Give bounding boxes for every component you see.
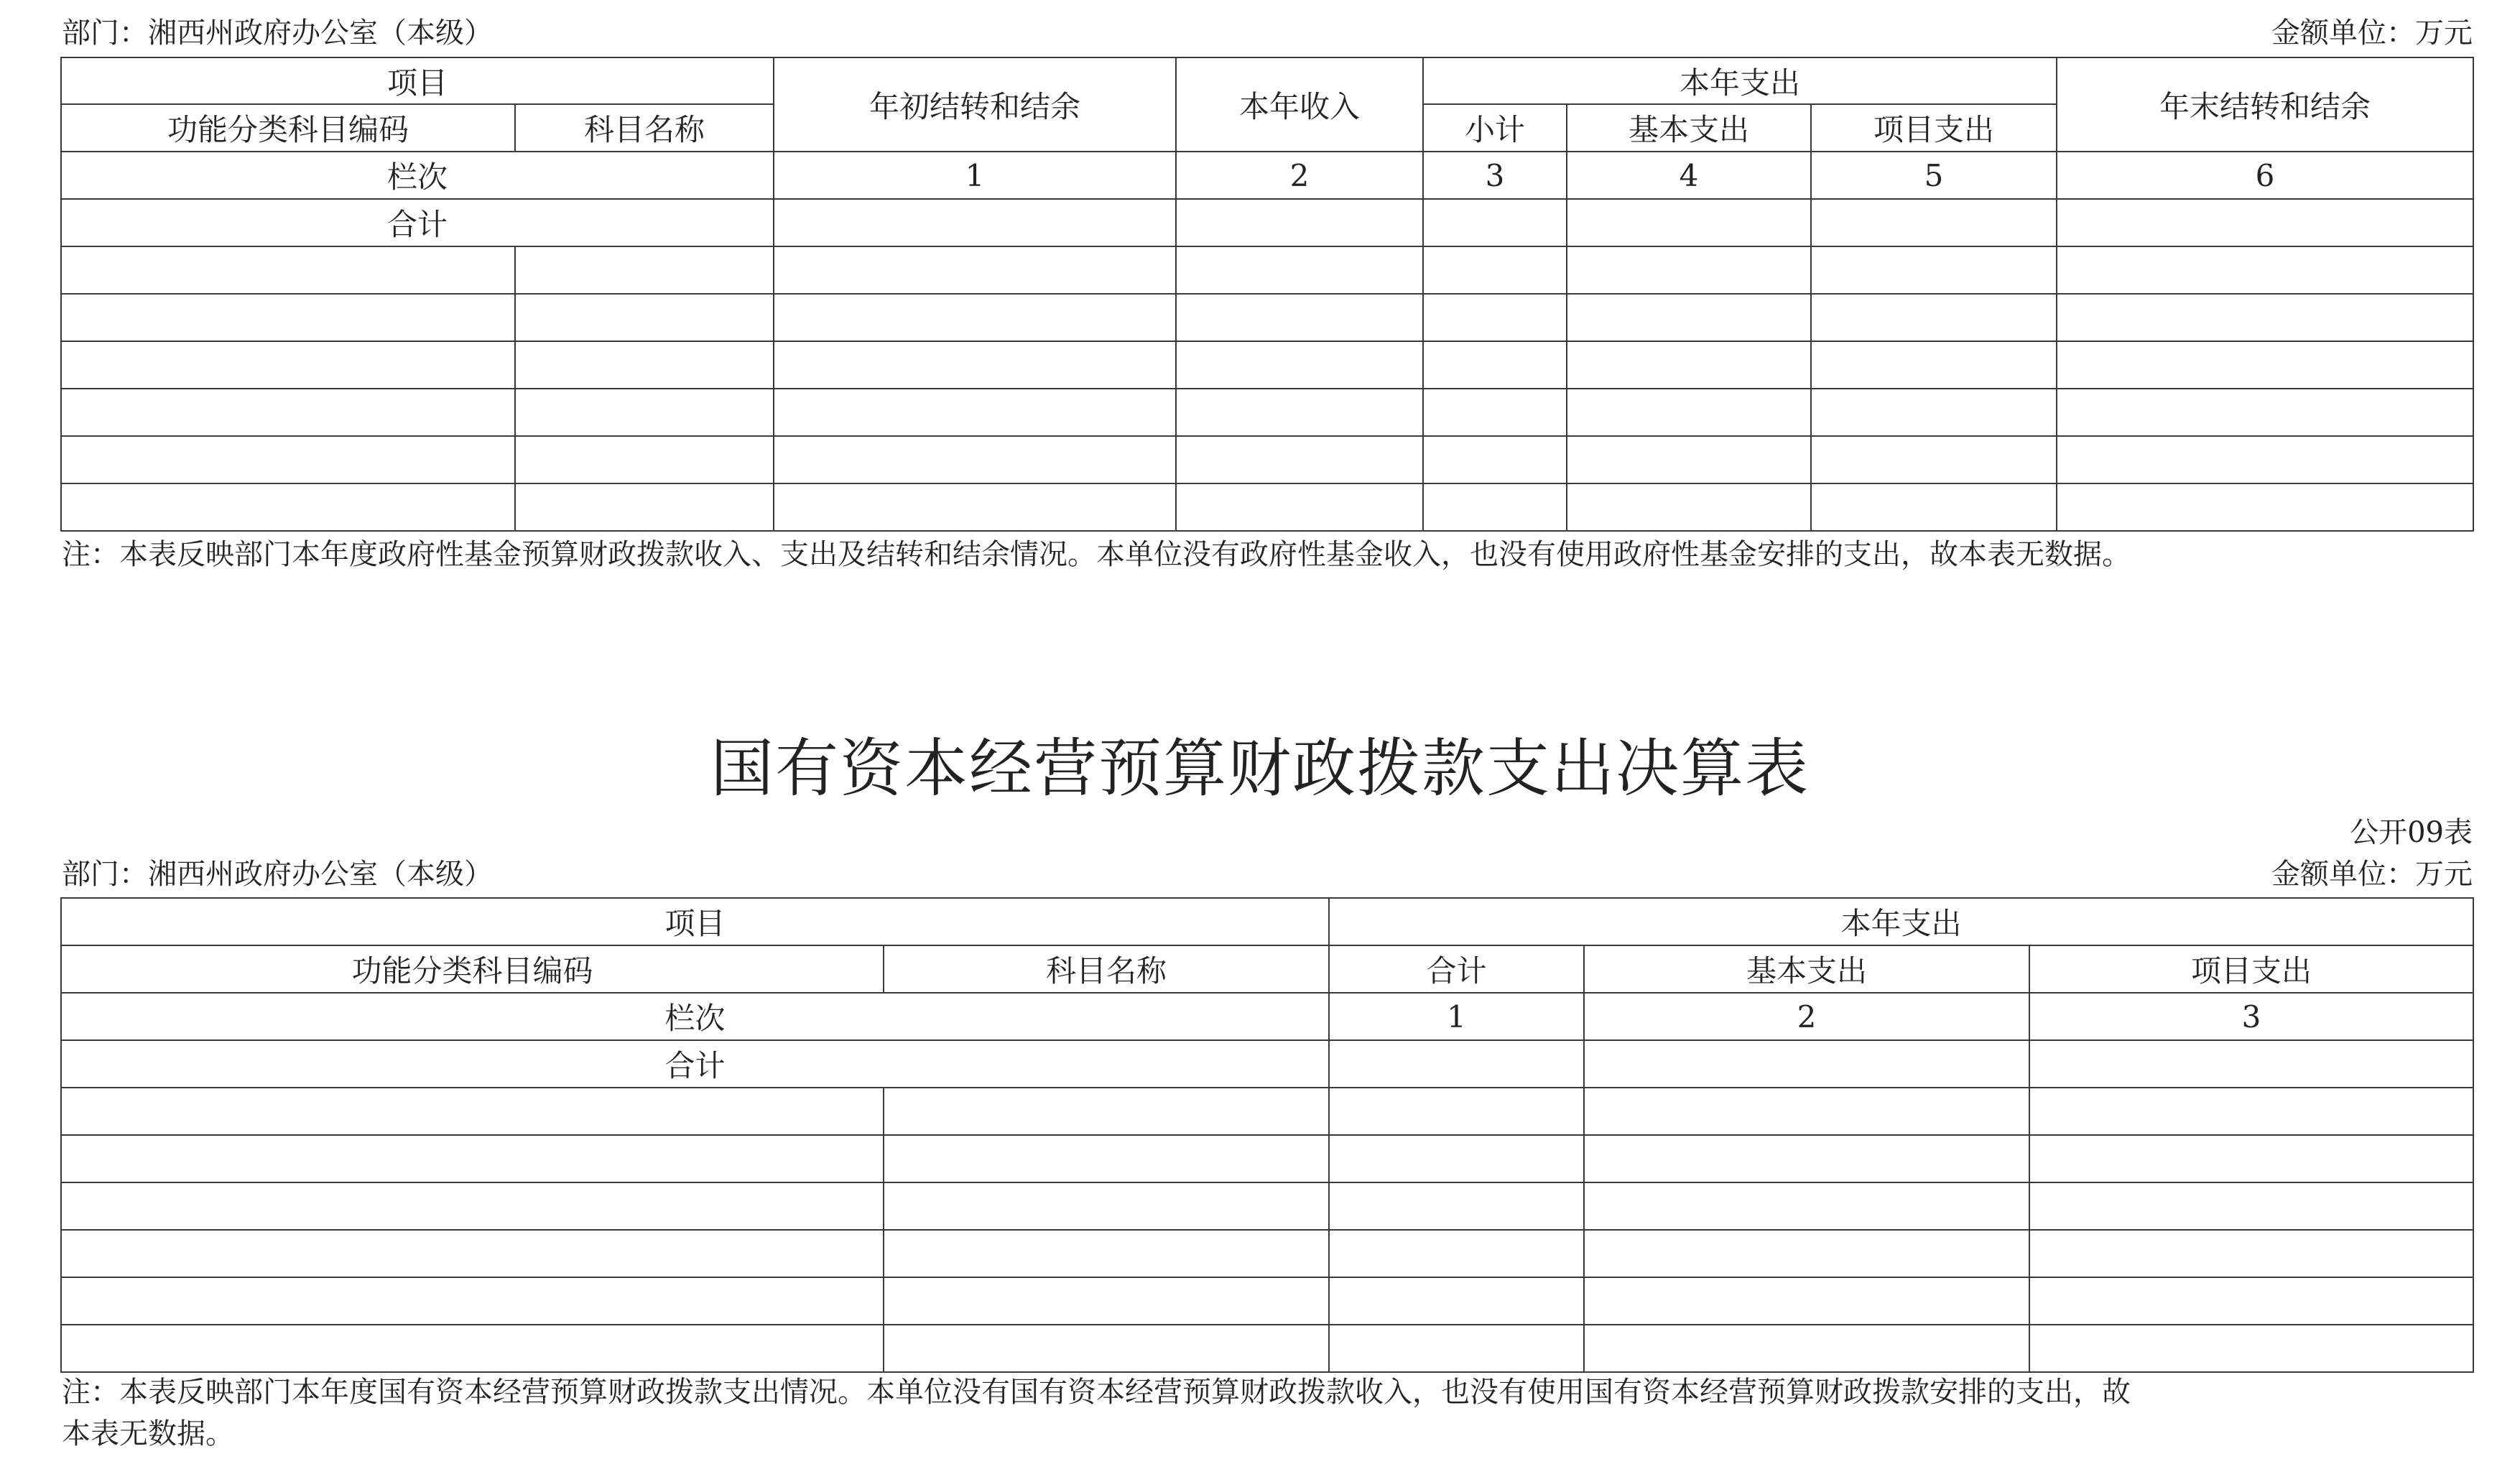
table-row (61, 1325, 2473, 1372)
table-row (61, 389, 2473, 436)
header-income: 本年收入 (1176, 57, 1423, 152)
header-basic: 基本支出 (1584, 945, 2029, 993)
table-cell (2029, 1040, 2473, 1088)
table-cell (1811, 199, 2057, 246)
header-func-code: 功能分类科目编码 (61, 945, 884, 993)
header-basic: 基本支出 (1567, 104, 1811, 152)
header-total: 合计 (1329, 945, 1584, 993)
header-begin-balance: 年初结转和结余 (774, 57, 1176, 152)
table-cell (1567, 199, 1811, 246)
header-item: 项目 (61, 898, 1329, 945)
table-row (61, 1135, 2473, 1182)
unit-label-1: 金额单位：万元 (2271, 17, 2473, 50)
table2-note-line2: 本表无数据。 (62, 1417, 234, 1450)
col-number: 5 (1811, 152, 2057, 199)
header-func-code: 功能分类科目编码 (61, 104, 515, 152)
table-row (61, 294, 2473, 341)
state-capital-table (60, 897, 2474, 1373)
header-expense: 本年支出 (1329, 898, 2473, 945)
header-item: 项目 (61, 57, 774, 104)
table-cell (1329, 1040, 1584, 1088)
row-total-label: 合计 (61, 199, 774, 246)
table-cell (1176, 199, 1423, 246)
fund-budget-table (60, 57, 2474, 532)
col-number: 2 (1176, 152, 1423, 199)
header-expense: 本年支出 (1423, 57, 2057, 104)
table-row (61, 246, 2473, 294)
col-number: 3 (1423, 152, 1567, 199)
col-number: 2 (1584, 993, 2029, 1040)
table-row (61, 1182, 2473, 1230)
header-project: 项目支出 (1811, 104, 2057, 152)
table-cell (1423, 199, 1567, 246)
row-col-label: 栏次 (61, 993, 1329, 1040)
dept-label-2: 部门：湘西州政府办公室（本级） (62, 858, 493, 891)
row-total-label: 合计 (61, 1040, 1329, 1088)
table-cell (1584, 1040, 2029, 1088)
table-cell (2057, 199, 2473, 246)
col-number: 1 (774, 152, 1176, 199)
form-id: 公开09表 (2350, 816, 2473, 849)
header-subject-name: 科目名称 (515, 104, 774, 152)
table2-note-line1: 注：本表反映部门本年度国有资本经营预算财政拨款支出情况。本单位没有国有资本经营预算财政拨款收入，也没有使用国有资本经营预算财政拨款安排的支出，故 (62, 1376, 2131, 1409)
unit-label-2: 金额单位：万元 (2271, 858, 2473, 891)
header-project: 项目支出 (2029, 945, 2473, 993)
table-row (61, 1088, 2473, 1135)
col-number: 4 (1567, 152, 1811, 199)
header-end-balance: 年末结转和结余 (2057, 57, 2473, 152)
col-number: 1 (1329, 993, 1584, 1040)
page-title: 国有资本经营预算财政拨款支出决算表 (710, 731, 1810, 805)
header-subtotal: 小计 (1423, 104, 1567, 152)
table-row (61, 1230, 2473, 1277)
table-row (61, 436, 2473, 483)
table1-note: 注：本表反映部门本年度政府性基金预算财政拨款收入、支出及结转和结余情况。本单位没有政府性基金收入，也没有使用政府性基金安排的支出，故本表无数据。 (62, 538, 2131, 571)
row-col-label: 栏次 (61, 152, 774, 199)
col-number: 3 (2029, 993, 2473, 1040)
table-row (61, 483, 2473, 531)
table-row (61, 1277, 2473, 1325)
header-subject-name: 科目名称 (884, 945, 1329, 993)
table-cell (774, 199, 1176, 246)
table-row (61, 341, 2473, 389)
dept-label-1: 部门：湘西州政府办公室（本级） (62, 17, 493, 50)
col-number: 6 (2057, 152, 2473, 199)
